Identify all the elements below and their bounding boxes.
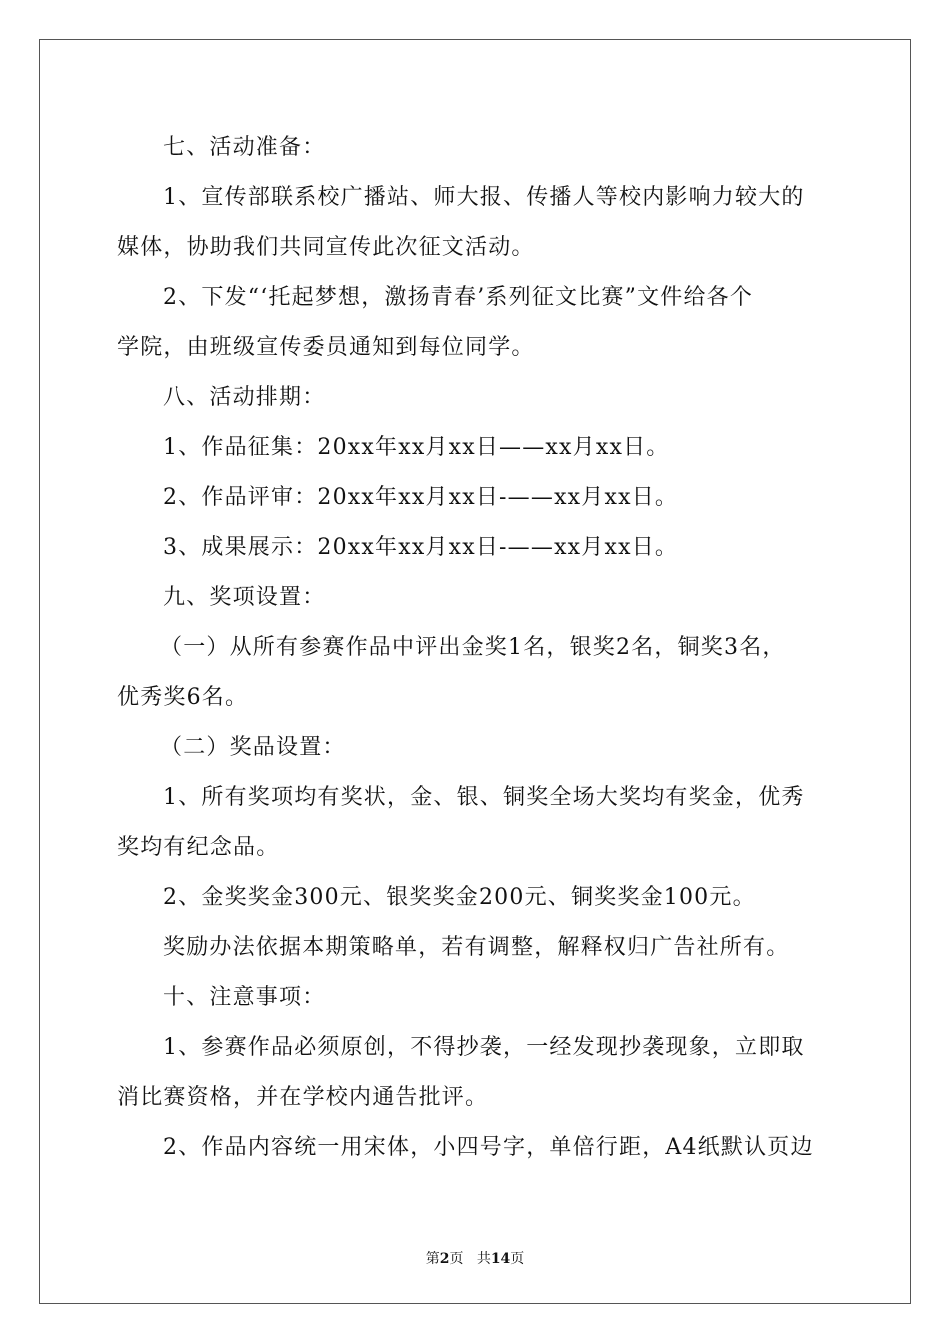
footer-prefix: 第 — [425, 1251, 440, 1267]
paragraph-line: 1、作品征集：20xx年xx月xx日——xx月xx日。 — [163, 435, 670, 460]
paragraph-line: 媒体，协助我们共同宣传此次征文活动。 — [117, 235, 535, 260]
paragraph-line: 1、参赛作品必须原创，不得抄袭，一经发现抄袭现象，立即取 — [163, 1035, 805, 1060]
footer-page-suffix: 页 — [449, 1251, 464, 1267]
paragraph-line: 2、金奖奖金300元、银奖奖金200元、铜奖奖金100元。 — [163, 885, 756, 910]
paragraph-line: 优秀奖6名。 — [117, 685, 249, 710]
total-page-count: 14 — [490, 1251, 511, 1267]
section-heading-7: 七、活动准备： — [163, 135, 326, 160]
footer-total-suffix: 页 — [510, 1251, 525, 1267]
footer-total-prefix: 共 — [476, 1251, 491, 1267]
paragraph-line: 3、成果展示：20xx年xx月xx日-——xx月xx日。 — [163, 535, 679, 560]
current-page-number: 2 — [439, 1251, 450, 1267]
section-heading-10: 十、注意事项： — [163, 985, 326, 1010]
paragraph-line: 2、作品内容统一用宋体，小四号字，单倍行距，A4纸默认页边 — [163, 1135, 814, 1160]
paragraph-line: 学院，由班级宣传委员通知到每位同学。 — [117, 335, 535, 360]
paragraph-line: （一）从所有参赛作品中评出金奖1名，银奖2名，铜奖3名， — [160, 635, 786, 660]
paragraph-line: 1、所有奖项均有奖状，金、银、铜奖全场大奖均有奖金，优秀 — [163, 785, 805, 810]
page-border — [39, 39, 911, 1304]
paragraph-line: 消比赛资格，并在学校内通告批评。 — [117, 1085, 489, 1110]
paragraph-line: 奖励办法依据本期策略单，若有调整，解释权归广告社所有。 — [163, 935, 790, 960]
section-heading-9: 九、奖项设置： — [163, 585, 326, 610]
subsection-heading: （二）奖品设置： — [160, 735, 346, 760]
paragraph-line: 奖均有纪念品。 — [117, 835, 280, 860]
page-footer — [0, 1248, 950, 1268]
paragraph-line: 1、宣传部联系校广播站、师大报、传播人等校内影响力较大的 — [163, 185, 805, 210]
paragraph-line: 2、下发“‘托起梦想，激扬青春’系列征文比赛”文件给各个 — [163, 285, 754, 310]
paragraph-line: 2、作品评审：20xx年xx月xx日-——xx月xx日。 — [163, 485, 679, 510]
section-heading-8: 八、活动排期： — [163, 385, 326, 410]
